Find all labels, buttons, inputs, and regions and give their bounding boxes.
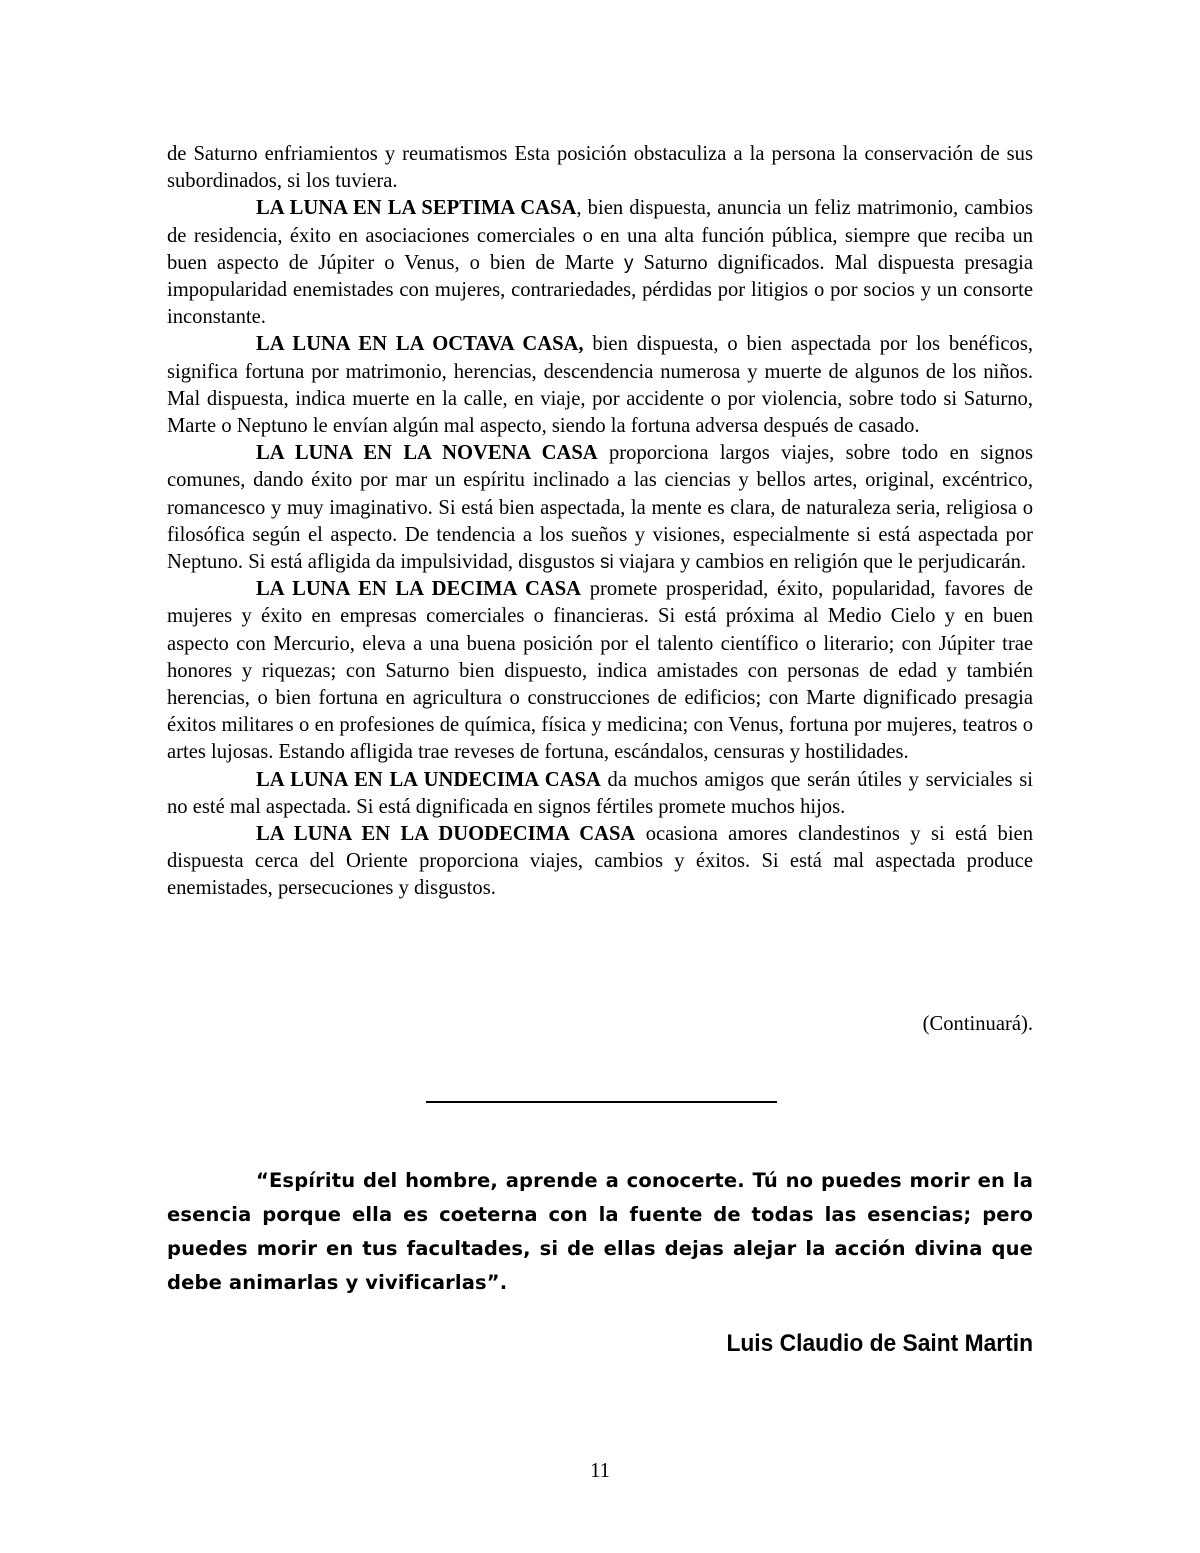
- section-divider: [426, 1101, 777, 1103]
- article-body: [167, 141, 1033, 903]
- section-heading: LA LUNA EN LA SEPTIMA CASA: [256, 197, 577, 220]
- paragraph-text: proporciona largos viajes, sobre todo en signos comunes, dando éxito por mar un espíritu inclinado a las ciencias y bellos artes, original, excéntrico, romancesco y muy imaginativo. Si está bien aspectada, la mente es clara, de naturaleza seria, religiosa o filosófica según el aspecto. De tendencia a los sueños y visiones, especialmente si está aspectada por Neptuno. Si está afligida da impulsividad, disgustos: [167, 442, 1033, 574]
- section-heading: LA LUNA EN LA UNDECIMA CASA: [256, 768, 601, 791]
- section-heading: LA LUNA EN LA NOVENA CASA: [256, 442, 598, 465]
- body-paragraph: [167, 440, 1033, 576]
- section-heading: LA LUNA EN LA OCTAVA CASA,: [256, 333, 584, 356]
- paragraph-text: y: [624, 252, 634, 274]
- body-paragraph: [167, 141, 1033, 195]
- continued-block: [167, 1011, 1033, 1038]
- quote-text: “Espíritu del hombre, aprende a conocerte. Tú no puedes morir en la esencia porque ella es coeterna con la fuente de todas las esencias; pero puedes morir en tus facultades, si de ellas dejas alejar la acción divina que debe animarlas y vivificarlas”.: [167, 1169, 1033, 1294]
- paragraph-text: ocasiona amores clandestinos y si está bien dispuesta cerca del Oriente proporciona viajes, cambios y éxitos. Si está mal aspectada produce enemistades, persecuciones y disgustos.: [167, 823, 1033, 900]
- continued-note: (Continuará).: [922, 1013, 1033, 1035]
- paragraph-text: viajara y cambios en religión que le perjudicarán.: [613, 551, 1027, 574]
- quote-author: Luis Claudio de Saint Martin: [726, 1330, 1033, 1357]
- body-paragraph: [167, 576, 1033, 766]
- page-number: 11: [590, 1460, 610, 1482]
- section-heading: LA LUNA EN LA DUODECIMA CASA: [256, 823, 636, 846]
- section-heading: LA LUNA EN LA DECIMA CASA: [256, 578, 582, 601]
- paragraph-text: , bien dispuesta, anuncia un feliz matrimonio, cambios de residencia, éxito en asociaciones comerciales o en una alta función pública, siempre que reciba un buen aspecto de Júpiter o Venus, o bien de Marte: [167, 197, 1033, 274]
- paragraph-text: promete prosperidad, éxito, popularidad, favores de mujeres y éxito en empresas comerciales o financieras. Si está próxima al Medio Cielo y en buen aspecto con Mercurio, eleva a una buena posición por el talento científico o literario; con Júpiter trae honores y riquezas; con Saturno bien dispuesto, indica amistades con personas de edad y también herencias, o bien fortuna en agricultura o construcciones de edificios; con Marte dignificado presagia éxitos militares o en profesiones de química, física y medicina; con Venus, fortuna por mujeres, teatros o artes lujosas. Estando afligida trae reveses de fortuna, escándalos, censuras y hostilidades.: [167, 578, 1034, 764]
- body-paragraph: [167, 821, 1033, 903]
- paragraph-text: si: [600, 552, 614, 574]
- body-paragraph: [167, 195, 1033, 331]
- paragraph-text: da muchos amigos que serán útiles y serviciales si no esté mal aspectada. Si está dignificada en signos fértiles promete muchos hijos.: [167, 768, 1033, 818]
- closing-quote: [167, 1164, 1033, 1300]
- body-paragraph: [167, 331, 1033, 440]
- paragraph-text: de Saturno enfriamientos y reumatismos Esta posición obstaculiza a la persona la conservación de sus subordinados, si los tuviera.: [167, 143, 1033, 193]
- paragraph-text: Saturno dignificados. Mal dispuesta presagia impopularidad enemistades con mujeres, contrariedades, pérdidas por litigios o por socios y un consorte inconstante.: [167, 251, 1033, 329]
- body-paragraph: [167, 767, 1033, 821]
- paragraph-text: bien dispuesta, o bien aspectada por los benéficos, significa fortuna por matrimonio, herencias, descendencia numerosa y muerte de algunos de los niños. Mal dispuesta, indica muerte en la calle, en viaje, por accidente o por violencia, sobre todo si Saturno, Marte o Neptuno le envían algún mal aspecto, siendo la fortuna adversa después de casado.: [167, 333, 1033, 438]
